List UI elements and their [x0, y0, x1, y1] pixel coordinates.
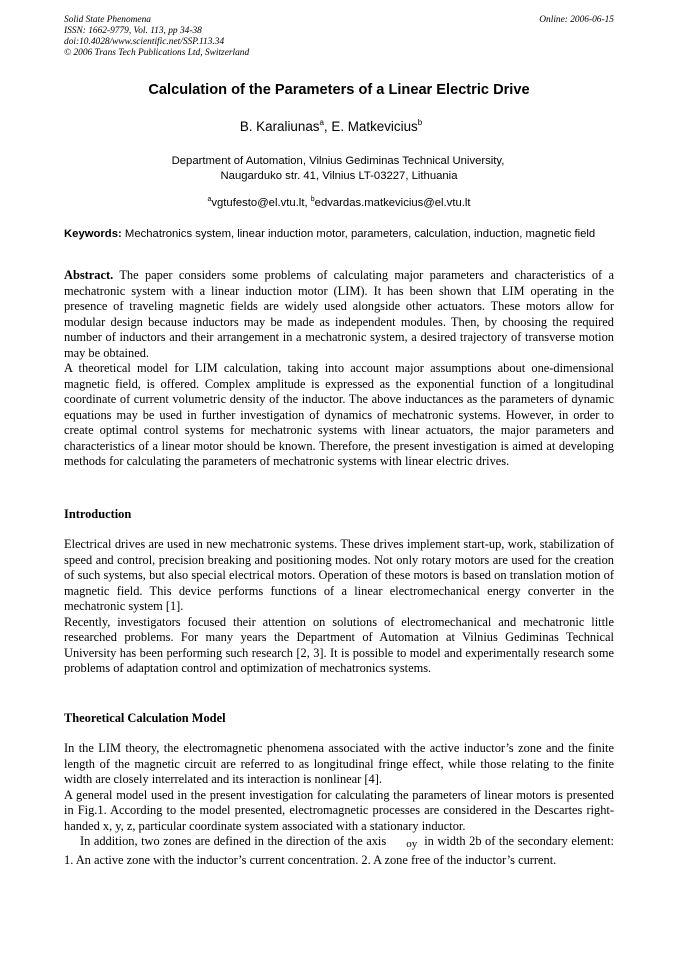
- journal-doi: doi:10.4028/www.scientific.net/SSP.113.34: [64, 37, 225, 47]
- section-heading: Introduction: [64, 507, 132, 521]
- journal-issn: ISSN: 1662-9779, Vol. 113, pp 34-38: [64, 26, 202, 36]
- body-paragraph: Electrical drives are used in new mechatronic systems. These drives implement start-up, work, stabilization of speed and control, precision breaking and positioning modes. Not only rotary motors are used for the creation of such systems, but also special electrical motors. Operation of these motors is based on translation motion of magnetic field. This device performs functions of a linear electromechanical energy converter in the mechatronic system [1].: [64, 537, 614, 613]
- abstract-section: [64, 268, 614, 470]
- author-list: [0, 118, 678, 134]
- author: E. Matkevicius$^b$: [331, 118, 423, 134]
- abstract-label: Abstract.: [64, 268, 114, 282]
- abstract-paragraph: A theoretical model for LIM calculation, taking into account major assumptions about one-dimensional magnetic field, is offered. Complex amplitude is expressed as the exponential function of a longitudinal coordinate of current volumetric density of the inductor. The above inductances as the parameters of dynamic equations may be used in further investigation of dynamics of mechatronic systems. However, in order to create optimal control systems for mechatronic systems with linear actuators, the major parameters and characteristics of a linear motor should be known. Therefore, the present investigation is aimed at developing methods for calculating the parameters of mechatronic systems with linear electric drives.: [64, 361, 614, 468]
- body-paragraph: In the LIM theory, the electromagnetic phenomena associated with the active inductor’s zone and the finite length of the magnetic circuit are referred to as longitudinal fringe effect, while those relating to the finite width are closely interrelated and its interaction is nonlinear [4].: [64, 741, 614, 786]
- email-link[interactable]: edvardas.matkevicius@el.vtu.lt: [314, 197, 471, 209]
- abstract-paragraph: Abstract. The paper considers some problems of calculating major parameters and characteristics of a mechatronic system with a linear induction motor (LIM). It has been shown that LIM operating in the presence of traveling magnetic fields are widely used alongside other actuators. These motors allow for modular design because inductors may be made as independent modules. Then, by choosing the required number of inductors and their arrangement in a mechatronic system, a desired trajectory of transverse motion may be obtained.: [64, 268, 615, 360]
- body-paragraph: Recently, investigators focused their attention on solutions of electromechanical and mechatronic little researched problems. For many years the Department of Automation at Vilnius Gediminas Technical University has been performing such research [2, 3]. It is possible to model and experimentally research some problems of adaptation control and optimization of mechatronics systems.: [64, 614, 614, 675]
- keywords-label: Keywords:: [64, 228, 122, 240]
- email-list: $^a$vgtufesto@el.vtu.lt, $^b$edvardas.matkevicius@el.vtu.lt: [207, 196, 471, 209]
- theory-section: [64, 741, 614, 868]
- online-date: Online: 2006-06-15: [539, 15, 614, 25]
- affiliation: Department of Automation, Vilnius Gediminas Technical University, Naugarduko str. 41, Vilnius LT-03227, Lithuania: [171, 155, 505, 182]
- author: B. Karaliunas$^a$,: [239, 118, 328, 134]
- introduction-section: [64, 537, 614, 677]
- keywords: [64, 227, 614, 241]
- section-heading: Theoretical Calculation Model: [64, 711, 226, 725]
- body-paragraph: In addition, two zones are defined in the direction of the axis oy in width 2b of the secondary element: 1. An active zone with the inductor’s current concentration. 2. A zone free of the inductor’s current.: [64, 834, 614, 867]
- email-link[interactable]: vgtufesto@el.vtu.lt: [211, 197, 305, 209]
- journal-name: Solid State Phenomena: [64, 15, 151, 25]
- journal-copyright: © 2006 Trans Tech Publications Ltd, Switzerland: [64, 48, 250, 58]
- journal-header: [64, 15, 249, 59]
- body-paragraph: A general model used in the present investigation for calculating the parameters of linear motors is presented in Fig.1. According to the model presented, electromagnetic processes are considered in the Descartes right-handed x, y, z, particular coordinate system associated with a stationary inductor.: [64, 787, 614, 833]
- axis-symbol: oy: [406, 838, 418, 850]
- keywords-text: Mechatronics system, linear induction motor, parameters, calculation, induction, magnetic field: [124, 228, 596, 240]
- paper-title: Calculation of the Parameters of a Linear Electric Drive: [148, 82, 530, 98]
